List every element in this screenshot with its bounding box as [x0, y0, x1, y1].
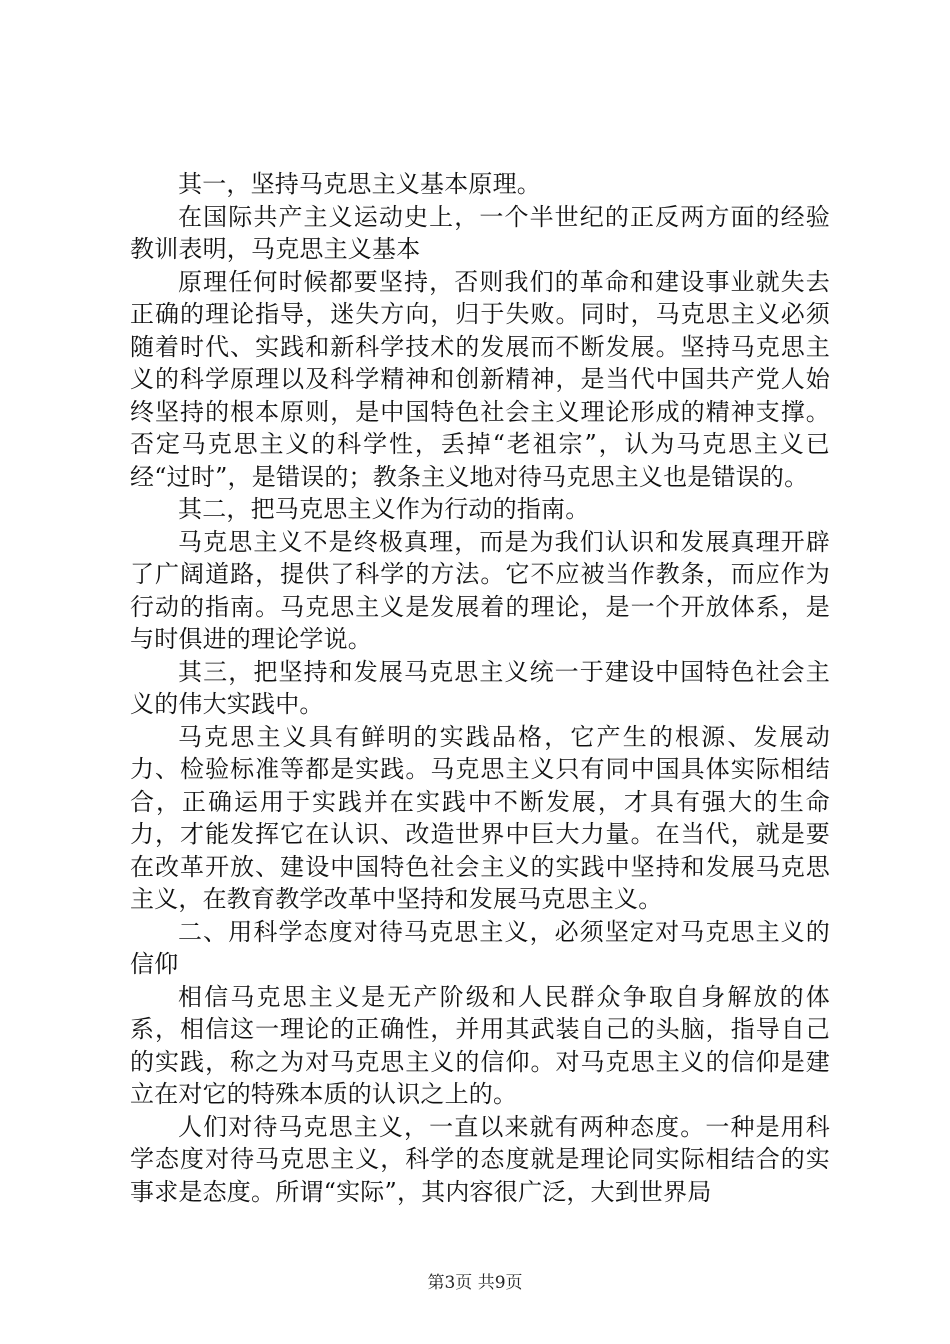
paragraph: 原理任何时候都要坚持，否则我们的革命和建设事业就失去正确的理论指导，迷失方向，归于失败。同时，马克思主义必须随着时代、实践和新科学技术的发展而不断发展。坚持马克思主义的科学原理以及科学精神和创新精神，是当代中国共产党人始终坚持的根本原则，是中国特色社会主义理论形成的精神支撑。否定马克思主义的科学性，丢掉“老祖宗”，认为马克思主义已经“过时”，是错误的；教条主义地对待马克思主义也是错误的。 [130, 267, 830, 491]
section-heading: 二、用科学态度对待马克思主义，必须坚定对马克思主义的信仰 [130, 917, 830, 978]
paragraph: 马克思主义不是终极真理，而是为我们认识和发展真理开辟了广阔道路，提供了科学的方法。它不应被当作教条，而应作为行动的指南。马克思主义是发展着的理论，是一个开放体系，是与时俱进的理论学说。 [130, 527, 830, 653]
paragraph-heading-2: 其二，把马克思主义作为行动的指南。 [178, 495, 590, 523]
paragraph-heading-1: 其一，坚持马克思主义基本原理。 [178, 170, 541, 198]
paragraph: 在国际共产主义运动史上，一个半世纪的正反两方面的经验教训表明，马克思主义基本 [130, 202, 830, 263]
paragraph: 相信马克思主义是无产阶级和人民群众争取自身解放的体系，相信这一理论的正确性，并用其武装自己的头脑，指导自己的实践，称之为对马克思主义的信仰。对马克思主义的信仰是建立在对它的特殊本质的认识之上的。 [130, 982, 830, 1108]
paragraph-heading-3: 其三，把坚持和发展马克思主义统一于建设中国特色社会主义的伟大实践中。 [130, 657, 830, 718]
paragraph: 马克思主义具有鲜明的实践品格，它产生的根源、发展动力、检验标准等都是实践。马克思主义只有同中国具体实际相结合，正确运用于实践并在实践中不断发展，才具有强大的生命力，才能发挥它在认识、改造世界中巨大力量。在当代，就是要在改革开放、建设中国特色社会主义的实践中坚持和发展马克思主义，在教育教学改革中坚持和发展马克思主义。 [130, 722, 830, 913]
page-number-footer: 第3页 共9页 [427, 1273, 523, 1293]
document-body [130, 168, 830, 1208]
paragraph: 人们对待马克思主义，一直以来就有两种态度。一种是用科学态度对待马克思主义，科学的态度就是理论同实际相结合的实事求是态度。所谓“实际”，其内容很广泛，大到世界局 [130, 1112, 830, 1206]
